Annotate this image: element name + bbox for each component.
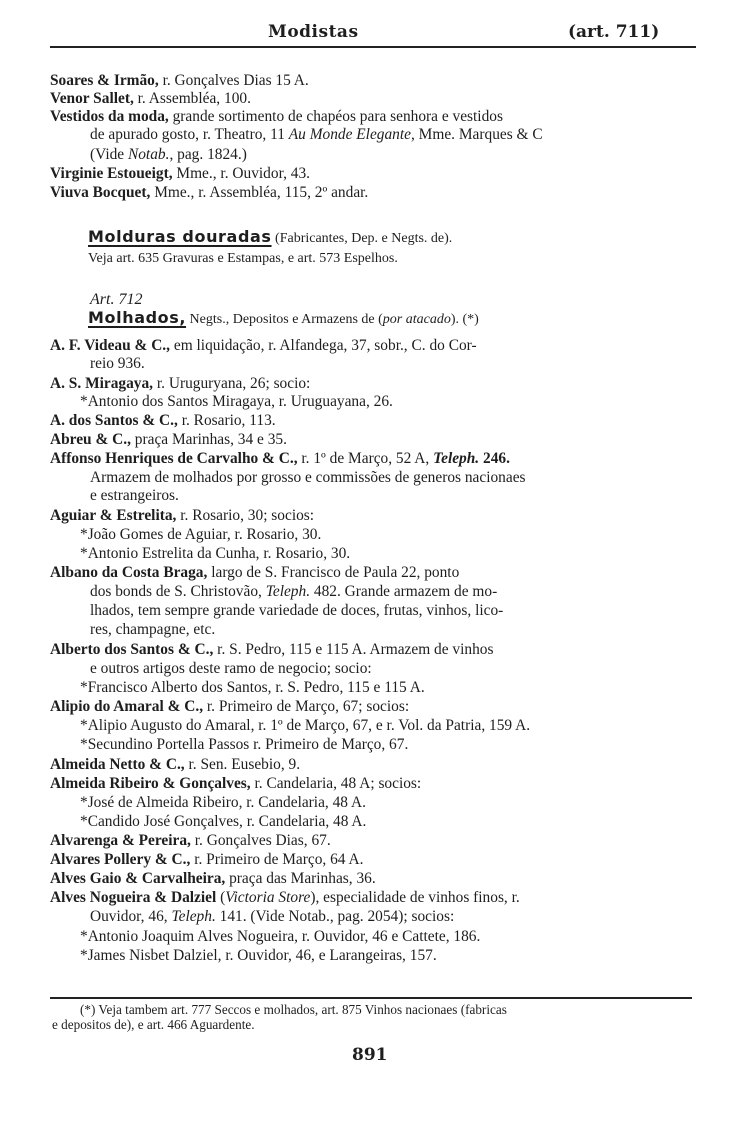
- entry-line: e estrangeiros.: [90, 487, 179, 504]
- entry-line: *José de Almeida Ribeiro, r. Candelaria, 48 A.: [80, 794, 366, 811]
- article-label: Art. 712: [90, 291, 143, 308]
- entry-line: de apurado gosto, r. Theatro, 11 Au Monde Elegante, Mme. Marques & C: [90, 126, 543, 143]
- section-note: Veja art. 635 Gravuras e Estampas, e art. 573 Espelhos.: [88, 251, 398, 266]
- entry-line: Aguiar & Estrelita, r. Rosario, 30; socios:: [50, 507, 315, 524]
- entry-line: Alves Nogueira & Dalziel (Victoria Store), especialidade de vinhos finos, r.: [50, 889, 520, 906]
- running-header-article: (art. 711): [568, 22, 660, 42]
- header-rule: [50, 46, 696, 48]
- entry-line: (Vide Notab., pag. 1824.): [90, 146, 247, 163]
- entry-line: Almeida Netto & C., r. Sen. Eusebio, 9.: [50, 756, 301, 773]
- entry-line: *Antonio dos Santos Miragaya, r. Uruguayana, 26.: [80, 393, 393, 410]
- entry-line: dos bonds de S. Christovão, Teleph. 482. Grande armazem de mo-: [90, 583, 498, 600]
- entry-line: Alvares Pollery & C., r. Primeiro de Março, 64 A.: [50, 851, 364, 868]
- entry-line: Viuva Bocquet, Mme., r. Assembléa, 115, 2º andar.: [50, 184, 369, 201]
- entry-line: Ouvidor, 46, Teleph. 141. (Vide Notab., pag. 2054); socios:: [90, 908, 455, 925]
- entry-line: Soares & Irmão, r. Gonçalves Dias 15 A.: [50, 72, 309, 89]
- entry-line: Alberto dos Santos & C., r. S. Pedro, 115 e 115 A. Armazem de vinhos: [50, 641, 494, 658]
- footnote-line: (*) Veja tambem art. 777 Seccos e molhados, art. 875 Vinhos nacionaes (fabricas: [80, 1002, 507, 1017]
- entry-line: lhados, tem sempre grande variedade de doces, frutas, vinhos, lico-: [90, 602, 504, 619]
- section-heading-molhados: Molhados, Negts., Depositos e Armazens de (por atacado). (*): [88, 308, 479, 327]
- entry-line: Venor Sallet, r. Assembléa, 100.: [50, 90, 251, 107]
- running-header-title: Modistas: [268, 22, 359, 42]
- entry-line: *João Gomes de Aguiar, r. Rosario, 30.: [80, 526, 322, 543]
- entry-line: A. F. Videau & C., em liquidação, r. Alfandega, 37, sobr., C. do Cor-: [50, 337, 477, 354]
- entry-line: Vestidos da moda, grande sortimento de chapéos para senhora e vestidos: [50, 108, 503, 125]
- entry-line: A. dos Santos & C., r. Rosario, 113.: [50, 412, 276, 429]
- entry-line: Abreu & C., praça Marinhas, 34 e 35.: [50, 431, 287, 448]
- entry-line: *Antonio Joaquim Alves Nogueira, r. Ouvidor, 46 e Cattete, 186.: [80, 928, 481, 945]
- entry-line: Alvarenga & Pereira, r. Gonçalves Dias, 67.: [50, 832, 331, 849]
- entry-line: *Secundino Portella Passos r. Primeiro de Março, 67.: [80, 736, 409, 753]
- entry-line: *James Nisbet Dalziel, r. Ouvidor, 46, e Larangeiras, 157.: [80, 947, 437, 964]
- entry-line: e outros artigos deste ramo de negocio; socio:: [90, 660, 372, 677]
- page-number: 891: [352, 1045, 388, 1065]
- entry-line: *Francisco Alberto dos Santos, r. S. Pedro, 115 e 115 A.: [80, 679, 425, 696]
- section-heading-molduras: Molduras douradas (Fabricantes, Dep. e Negts. de).: [88, 227, 453, 246]
- entry-line: Albano da Costa Braga, largo de S. Francisco de Paula 22, ponto: [50, 564, 460, 581]
- entry-line: Alipio do Amaral & C., r. Primeiro de Março, 67; socios:: [50, 698, 410, 715]
- footnote-line: e depositos de), e art. 466 Aguardente.: [52, 1017, 255, 1032]
- entry-line: *Candido José Gonçalves, r. Candelaria, 48 A.: [80, 813, 367, 830]
- entry-line: A. S. Miragaya, r. Uruguryana, 26; socio:: [50, 375, 311, 392]
- entry-line: Armazem de molhados por grosso e commissões de generos nacionaes: [90, 469, 526, 486]
- entry-line: Alves Gaio & Carvalheira, praça das Marinhas, 36.: [50, 870, 376, 887]
- entry-line: res, champagne, etc.: [90, 621, 216, 638]
- entry-line: reio 936.: [90, 355, 145, 372]
- entry-line: Virginie Estoueigt, Mme., r. Ouvidor, 43.: [50, 165, 311, 182]
- entry-line: Almeida Ribeiro & Gonçalves, r. Candelaria, 48 A; socios:: [50, 775, 422, 792]
- entry-line: *Alipio Augusto do Amaral, r. 1º de Março, 67, e r. Vol. da Patria, 159 A.: [80, 717, 531, 734]
- entry-line: *Antonio Estrelita da Cunha, r. Rosario, 30.: [80, 545, 351, 562]
- entry-line: Affonso Henriques de Carvalho & C., r. 1º de Março, 52 A, Teleph. 246.: [50, 450, 510, 467]
- footnote-rule: [50, 997, 692, 999]
